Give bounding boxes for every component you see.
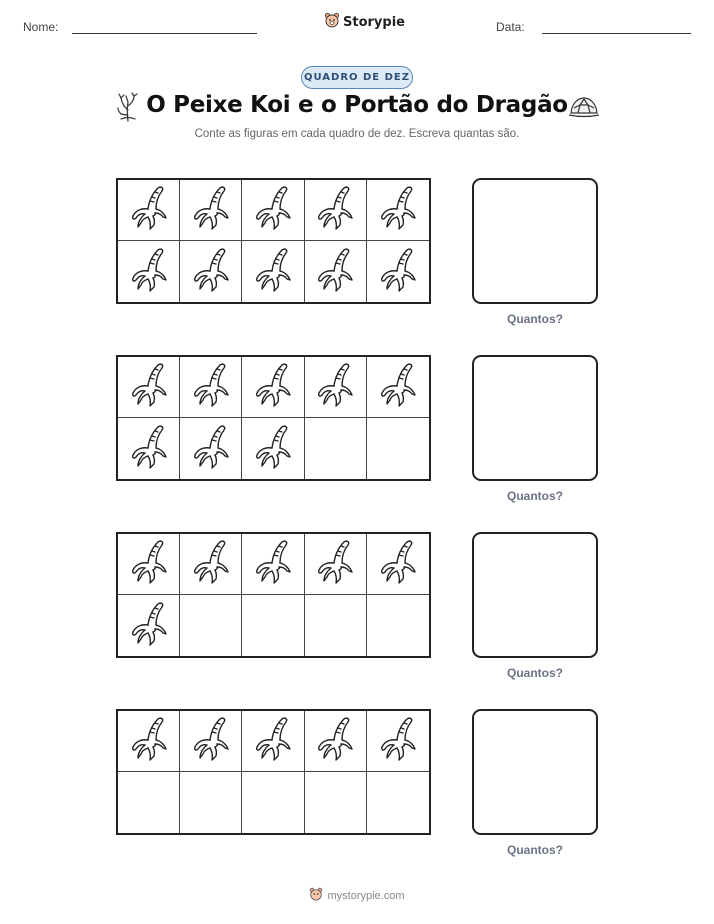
ten-frame-cell [180, 772, 242, 833]
bear-mascot-icon [309, 886, 323, 905]
dragon-claw-icon [252, 247, 294, 297]
ten-frame-cell [180, 180, 242, 241]
ten-frame-cell [305, 180, 367, 241]
instructions: Conte as figuras em cada quadro de dez. Escreva quantas são. [194, 128, 520, 140]
ten-frame-cell [118, 418, 180, 479]
dragon-claw-icon [252, 362, 294, 412]
ten-frame-cell [180, 357, 242, 418]
ten-frame-cell [242, 418, 304, 479]
ten-frame-cell [180, 711, 242, 772]
ten-frame-cell [305, 711, 367, 772]
ten-frame-cell [242, 241, 304, 302]
dragon-claw-icon [190, 716, 232, 766]
footer-url: mystorypie.com [327, 889, 405, 902]
date-label: Data: [496, 20, 525, 34]
worksheet-type-badge: QUADRO DE DEZ [301, 66, 413, 89]
ten-frame-cell [242, 534, 304, 595]
ten-frame-cell [242, 357, 304, 418]
ten-frame-cell [367, 180, 429, 241]
ten-frame-cell [305, 357, 367, 418]
dragon-claw-icon [190, 247, 232, 297]
dragon-claw-icon [128, 716, 170, 766]
dragon-claw-icon [314, 539, 356, 589]
ten-frame [116, 709, 431, 835]
ten-frame-cell [367, 772, 429, 833]
ten-frame-cell [367, 595, 429, 656]
ten-frame-cell [305, 595, 367, 656]
ten-frame-cell [242, 595, 304, 656]
dragon-claw-icon [190, 362, 232, 412]
dragon-claw-icon [314, 185, 356, 235]
dragon-claw-icon [314, 362, 356, 412]
name-label: Nome: [23, 20, 59, 34]
dragon-claw-icon [190, 424, 232, 474]
ten-frame-cell [118, 772, 180, 833]
name-line [72, 33, 257, 34]
ten-frame-cell [305, 534, 367, 595]
ten-frame-cell [367, 357, 429, 418]
bear-mascot-icon [324, 12, 340, 32]
dragon-claw-icon [252, 185, 294, 235]
dragon-claw-icon [128, 185, 170, 235]
ten-frame-cell [367, 418, 429, 479]
answer-prompt: Quantos? [507, 666, 563, 680]
brand-name: Storypie [343, 14, 405, 30]
dragon-claw-icon [252, 424, 294, 474]
ten-frame-cell [180, 241, 242, 302]
dragon-claw-icon [314, 716, 356, 766]
ten-frame-cell [118, 241, 180, 302]
ten-frame-cell [118, 534, 180, 595]
ten-frame-cell [180, 534, 242, 595]
ten-frame-cell [180, 418, 242, 479]
dragon-claw-icon [128, 247, 170, 297]
answer-box[interactable] [472, 709, 598, 835]
brand-logo [324, 12, 405, 32]
dragon-claw-icon [190, 539, 232, 589]
dragon-claw-icon [377, 539, 419, 589]
answer-box[interactable] [472, 532, 598, 658]
ten-frame-cell [180, 595, 242, 656]
ten-frame-cell [118, 711, 180, 772]
dragon-claw-icon [377, 247, 419, 297]
ten-frame [116, 355, 431, 481]
ten-frame-cell [242, 180, 304, 241]
ten-frame-cell [305, 772, 367, 833]
turtle-shell-icon [568, 95, 600, 123]
answer-prompt: Quantos? [507, 312, 563, 326]
dragon-claw-icon [377, 362, 419, 412]
dragon-claw-icon [377, 716, 419, 766]
ten-frame-cell [305, 241, 367, 302]
ten-frame-cell [367, 711, 429, 772]
ten-frame-cell [367, 241, 429, 302]
answer-box[interactable] [472, 178, 598, 304]
ten-frame [116, 178, 431, 304]
dragon-claw-icon [128, 601, 170, 651]
answer-prompt: Quantos? [507, 489, 563, 503]
ten-frame-cell [242, 711, 304, 772]
ten-frame-cell [118, 180, 180, 241]
date-line [542, 33, 691, 34]
dragon-claw-icon [190, 185, 232, 235]
ten-frame-cell [118, 595, 180, 656]
footer [0, 886, 714, 905]
ten-frame [116, 532, 431, 658]
worksheet-title: O Peixe Koi e o Portão do Dragão [146, 92, 568, 118]
ten-frame-cell [367, 534, 429, 595]
ten-frame-cell [242, 772, 304, 833]
dragon-claw-icon [128, 362, 170, 412]
dragon-claw-icon [252, 539, 294, 589]
dragon-claw-icon [128, 539, 170, 589]
dragon-claw-icon [128, 424, 170, 474]
dragon-claw-icon [377, 185, 419, 235]
dragon-claw-icon [252, 716, 294, 766]
ten-frame-cell [118, 357, 180, 418]
dragon-claw-icon [314, 247, 356, 297]
answer-prompt: Quantos? [507, 843, 563, 857]
ten-frame-cell [305, 418, 367, 479]
answer-box[interactable] [472, 355, 598, 481]
